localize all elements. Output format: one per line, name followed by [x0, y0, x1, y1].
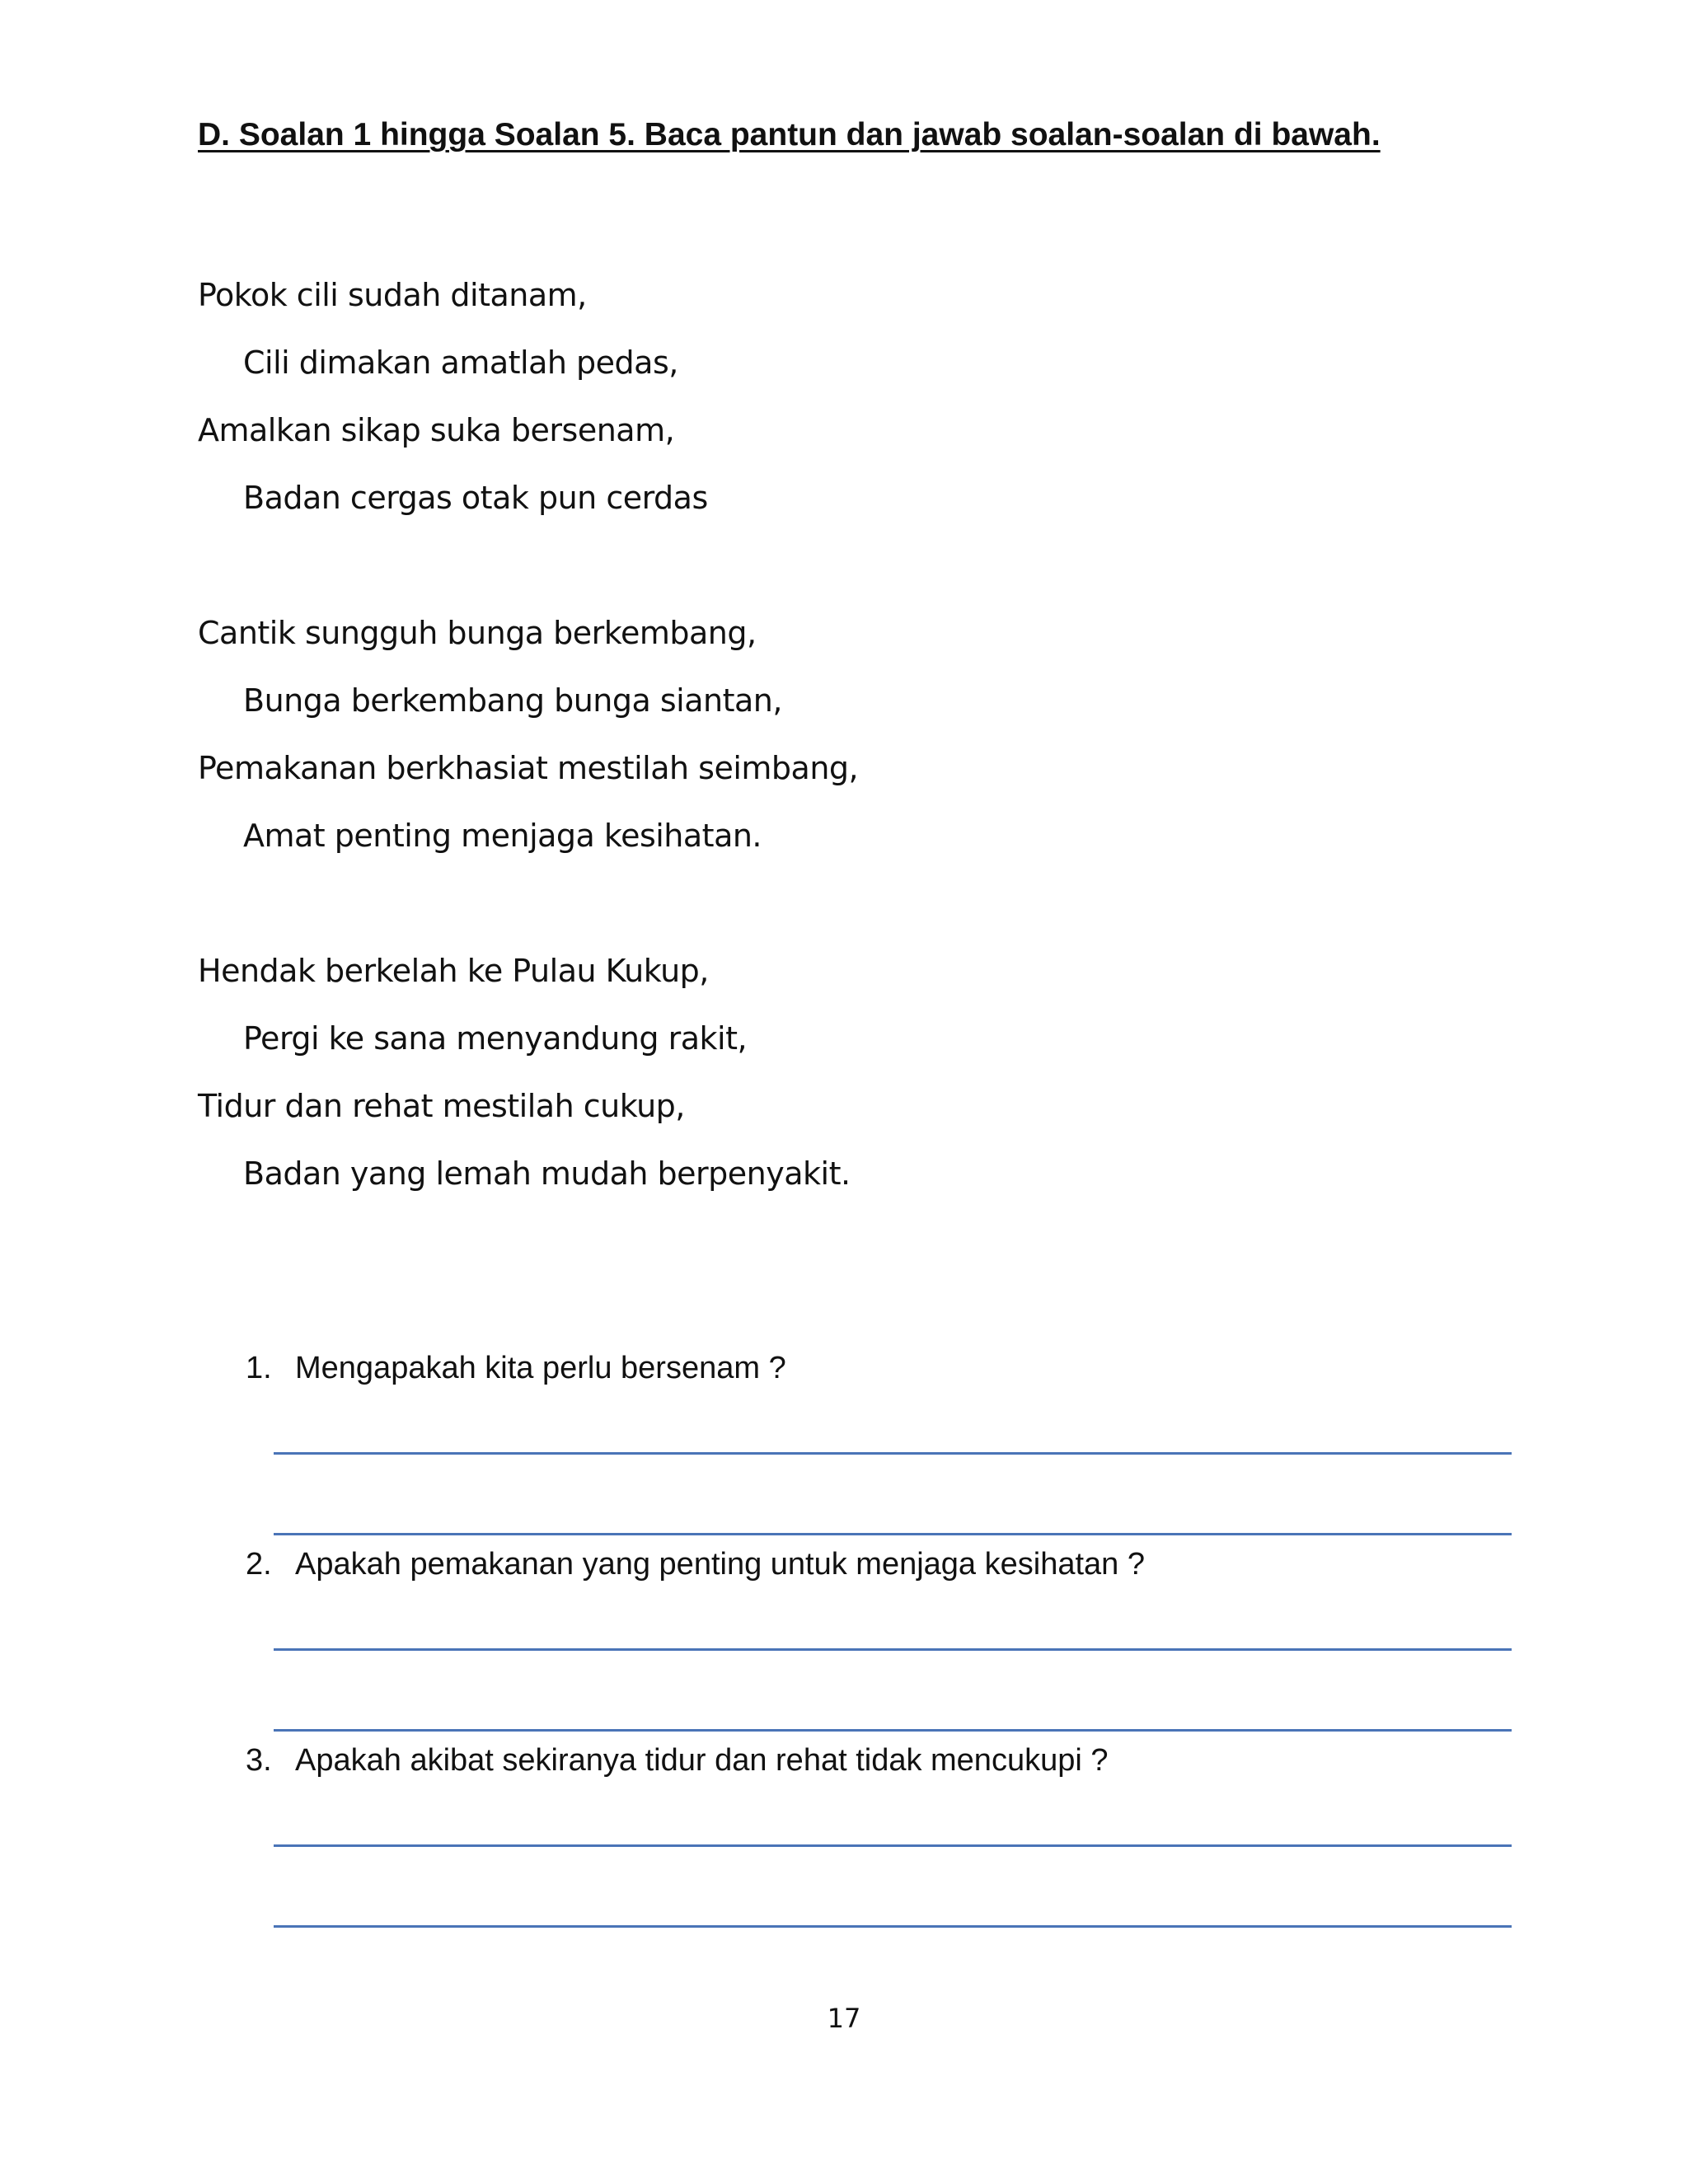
pantun-stanza-1 — [198, 270, 858, 541]
question-number: 2. — [246, 1547, 272, 1582]
answer-line[interactable] — [274, 1729, 1512, 1732]
answer-line[interactable] — [274, 1648, 1512, 1651]
question-list — [246, 1347, 1515, 1936]
poem-line: Badan yang lemah mudah berpenyakit. — [243, 1155, 851, 1192]
question-text — [246, 1347, 1515, 1389]
poem-line: Pergi ke sana menyandung rakit, — [243, 1020, 748, 1057]
question-text — [246, 1544, 1515, 1585]
poem-line: Cili dimakan amatlah pedas, — [243, 344, 678, 381]
question-label: Apakah pemakanan yang penting untuk menjaga kesihatan ? — [295, 1547, 1145, 1582]
poem-line: Cantik sungguh bunga berkembang, — [198, 615, 757, 651]
poem-line: Amalkan sikap suka bersenam, — [198, 412, 675, 448]
answer-line[interactable] — [274, 1533, 1512, 1535]
answer-line[interactable] — [274, 1844, 1512, 1847]
answer-line[interactable] — [274, 1925, 1512, 1928]
poem-line: Pemakanan berkhasiat mestilah seimbang, — [198, 750, 859, 786]
pantun-stanza-3 — [198, 946, 858, 1216]
poem-line: Bunga berkembang bunga siantan, — [243, 682, 782, 719]
poem-line: Hendak berkelah ke Pulau Kukup, — [198, 953, 709, 989]
question-item-2 — [246, 1544, 1515, 1740]
pantun-stanza-2 — [198, 608, 858, 879]
question-number: 1. — [246, 1351, 272, 1385]
answer-line[interactable] — [274, 1452, 1512, 1455]
page-number: 17 — [827, 2003, 861, 2034]
question-item-1 — [246, 1347, 1515, 1544]
question-number: 3. — [246, 1743, 272, 1778]
question-label: Mengapakah kita perlu bersenam ? — [295, 1351, 786, 1385]
section-heading: D. Soalan 1 hingga Soalan 5. Baca pantun dan jawab soalan-soalan di bawah. — [198, 117, 1381, 152]
poem-line: Badan cergas otak pun cerdas — [243, 480, 708, 516]
question-label: Apakah akibat sekiranya tidur dan rehat tidak mencukupi ? — [295, 1743, 1109, 1778]
poem-line: Pokok cili sudah ditanam, — [198, 277, 587, 313]
question-item-3 — [246, 1740, 1515, 1936]
poem-line: Amat penting menjaga kesihatan. — [243, 818, 762, 854]
poem-line: Tidur dan rehat mestilah cukup, — [198, 1088, 685, 1124]
question-text — [246, 1740, 1515, 1781]
pantun-poem — [198, 270, 858, 1284]
